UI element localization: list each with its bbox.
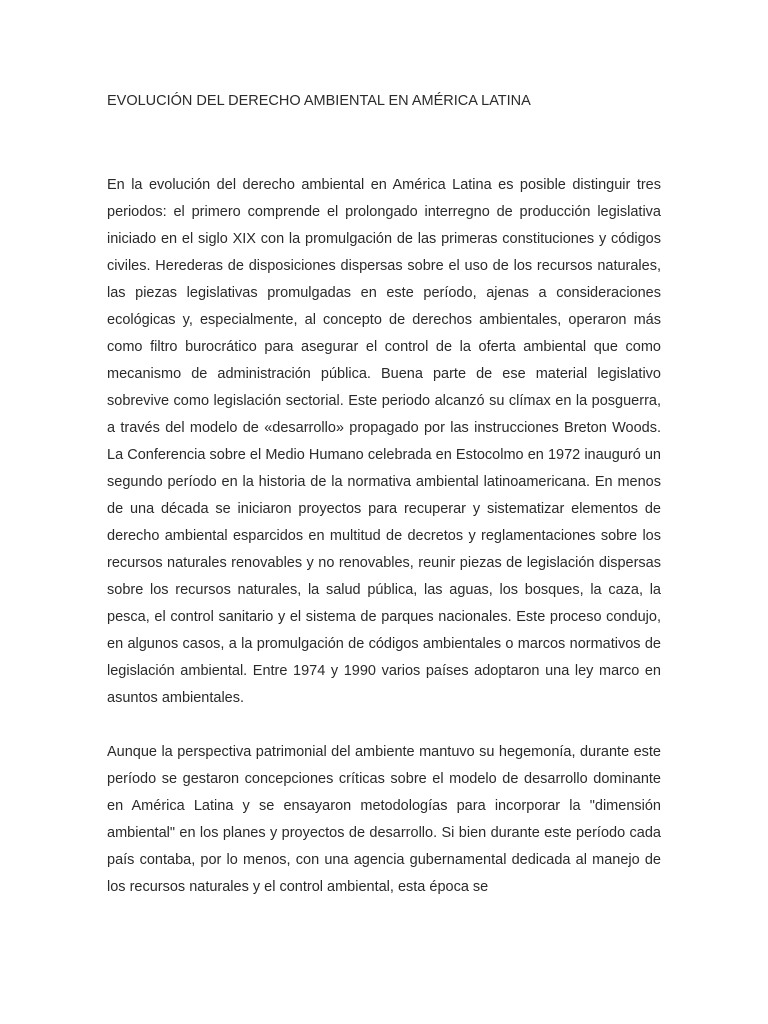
document-title: EVOLUCIÓN DEL DERECHO AMBIENTAL EN AMÉRICA LATINA: [107, 93, 531, 109]
paragraph-perspectiva-patrimonial: Aunque la perspectiva patrimonial del ambiente mantuvo su hegemonía, durante este período se gestaron concepciones críticas sobre el modelo de desarrollo dominante en América Latina y se ensayaron metodologías para incorporar la "dimensión ambiental" en los planes y proyectos de desarrollo. Si bien durante este período cada país contaba, por lo menos, con una agencia gubernamental dedicada al manejo de los recursos naturales y el control ambiental, esta época se: [107, 744, 661, 895]
paragraph-periodos: En la evolución del derecho ambiental en América Latina es posible distinguir tres periodos: el primero comprende el prolongado interregno de producción legislativa iniciado en el siglo XIX con la promulgación de las primeras constituciones y códigos civiles. Herederas de disposiciones dispersas sobre el uso de los recursos naturales, las piezas legislativas promulgadas en este período, ajenas a consideraciones ecológicas y, especialmente, al concepto de derechos ambientales, operaron más como filtro burocrático para asegurar el control de la oferta ambiental que como mecanismo de administración pública. Buena parte de ese material legislativo sobrevive como legislación sectorial. Este periodo alcanzó su clímax en la posguerra, a través del modelo de «desarrollo» propagado por las instrucciones Breton Woods. La Conferencia sobre el Medio Humano celebrada en Estocolmo en 1972 inauguró un segundo período en la historia de la normativa ambiental latinoamericana. En menos de una década se iniciaron proyectos para recuperar y sistematizar elementos de derecho ambiental esparcidos en multitud de decretos y reglamentaciones sobre los recursos naturales renovables y no renovables, reunir piezas de legislación dispersas sobre los recursos naturales, la salud pública, las aguas, los bosques, la caza, la pesca, el control sanitario y el sistema de parques nacionales. Este proceso condujo, en algunos casos, a la promulgación de códigos ambientales o marcos normativos de legislación ambiental. Entre 1974 y 1990 varios países adoptaron una ley marco en asuntos ambientales.: [107, 177, 661, 706]
